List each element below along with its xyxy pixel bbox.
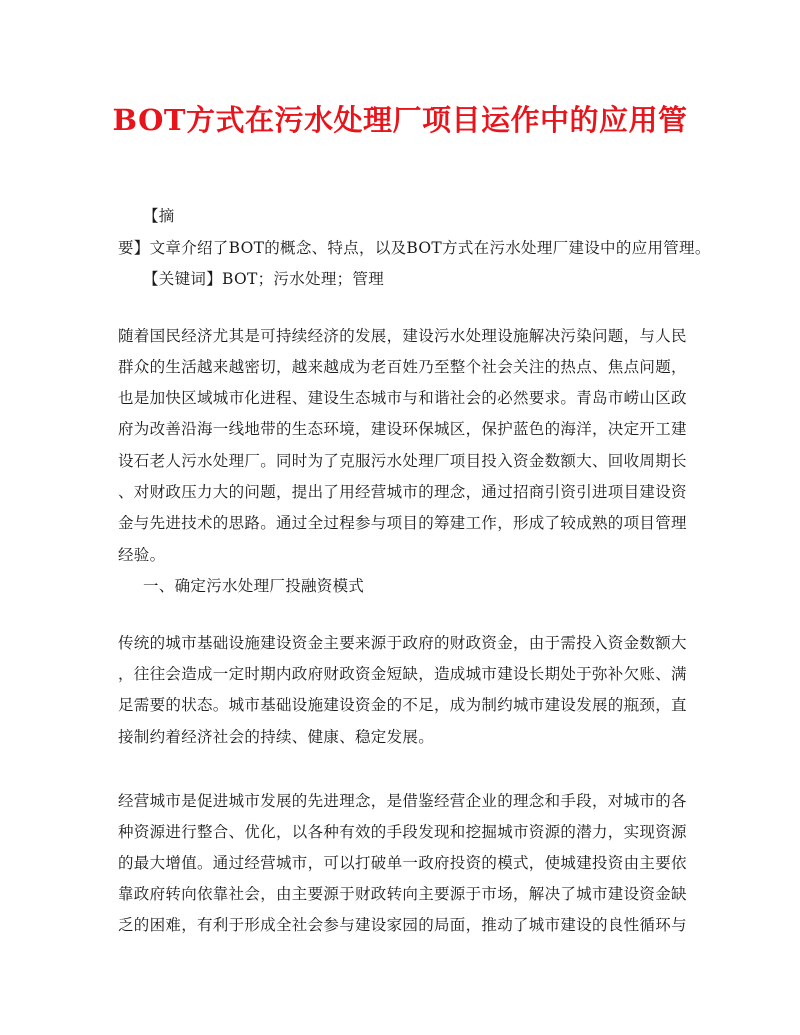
paragraph-line: 经验。 [118,546,166,564]
paragraph-line: 、对财政压力大的问题，提出了用经营城市的理念，通过招商引资引进项目建设资 [118,483,687,501]
paragraph-line: 传统的城市基础设施建设资金主要来源于政府的财政资金，由于需投入资金数额大 [118,634,687,652]
paragraph-line: 设石老人污水处理厂。同时为了克服污水处理厂项目投入资金数额大、回收周期长 [118,452,687,470]
document-title: BOT方式在污水处理厂项目运作中的应用管 [112,103,688,137]
section-heading: 一、确定污水处理厂投融资模式 [143,577,365,595]
paragraph-line: 群众的生活越来越密切，越来越成为老百姓乃至整个社会关注的热点、焦点问题， [118,358,687,376]
abstract-text: 要】文章介绍了BOT的概念、特点，以及BOT方式在污水处理厂建设中的应用管理。 [118,239,711,257]
paragraph-line: 经营城市是促进城市发展的先进理念，是借鉴经营企业的理念和手段，对城市的各 [118,792,687,810]
paragraph-line: 足需要的状态。城市基础设施建设资金的不足，成为制约城市建设发展的瓶颈，直 [118,696,687,714]
paragraph-line: 也是加快区域城市化进程、建设生态城市与和谐社会的必然要求。青岛市崂山区政 [118,389,687,407]
paragraph-line: 的最大增值。通过经营城市，可以打破单一政府投资的模式，使城建投资由主要依 [118,854,687,872]
abstract-label: 【摘 [143,207,175,225]
paragraph-line: 府为改善沿海一线地带的生态环境，建设环保城区，保护蓝色的海洋，决定开工建 [118,420,687,438]
paragraph-line: 金与先进技术的思路。通过全过程参与项目的筹建工作，形成了较成熟的项目管理 [118,514,687,532]
paragraph-line: ，往往会造成一定时期内政府财政资金短缺，造成城市建设长期处于弥补欠账、满 [118,665,687,683]
paragraph-line: 乏的困难，有利于形成全社会参与建设家园的局面，推动了城市建设的良性循环与 [118,916,687,934]
paragraph-line: 种资源进行整合、优化，以各种有效的手段发现和挖掘城市资源的潜力，实现资源 [118,823,687,841]
paragraph-line: 接制约着经济社会的持续、健康、稳定发展。 [118,728,435,746]
paragraph-line: 随着国民经济尤其是可持续经济的发展，建设污水处理设施解决污染问题，与人民 [118,327,687,345]
paragraph-line: 靠政府转向依靠社会，由主要源于财政转向主要源于市场，解决了城市建设资金缺 [118,885,687,903]
keywords-line: 【关键词】BOT；污水处理；管理 [143,270,385,288]
